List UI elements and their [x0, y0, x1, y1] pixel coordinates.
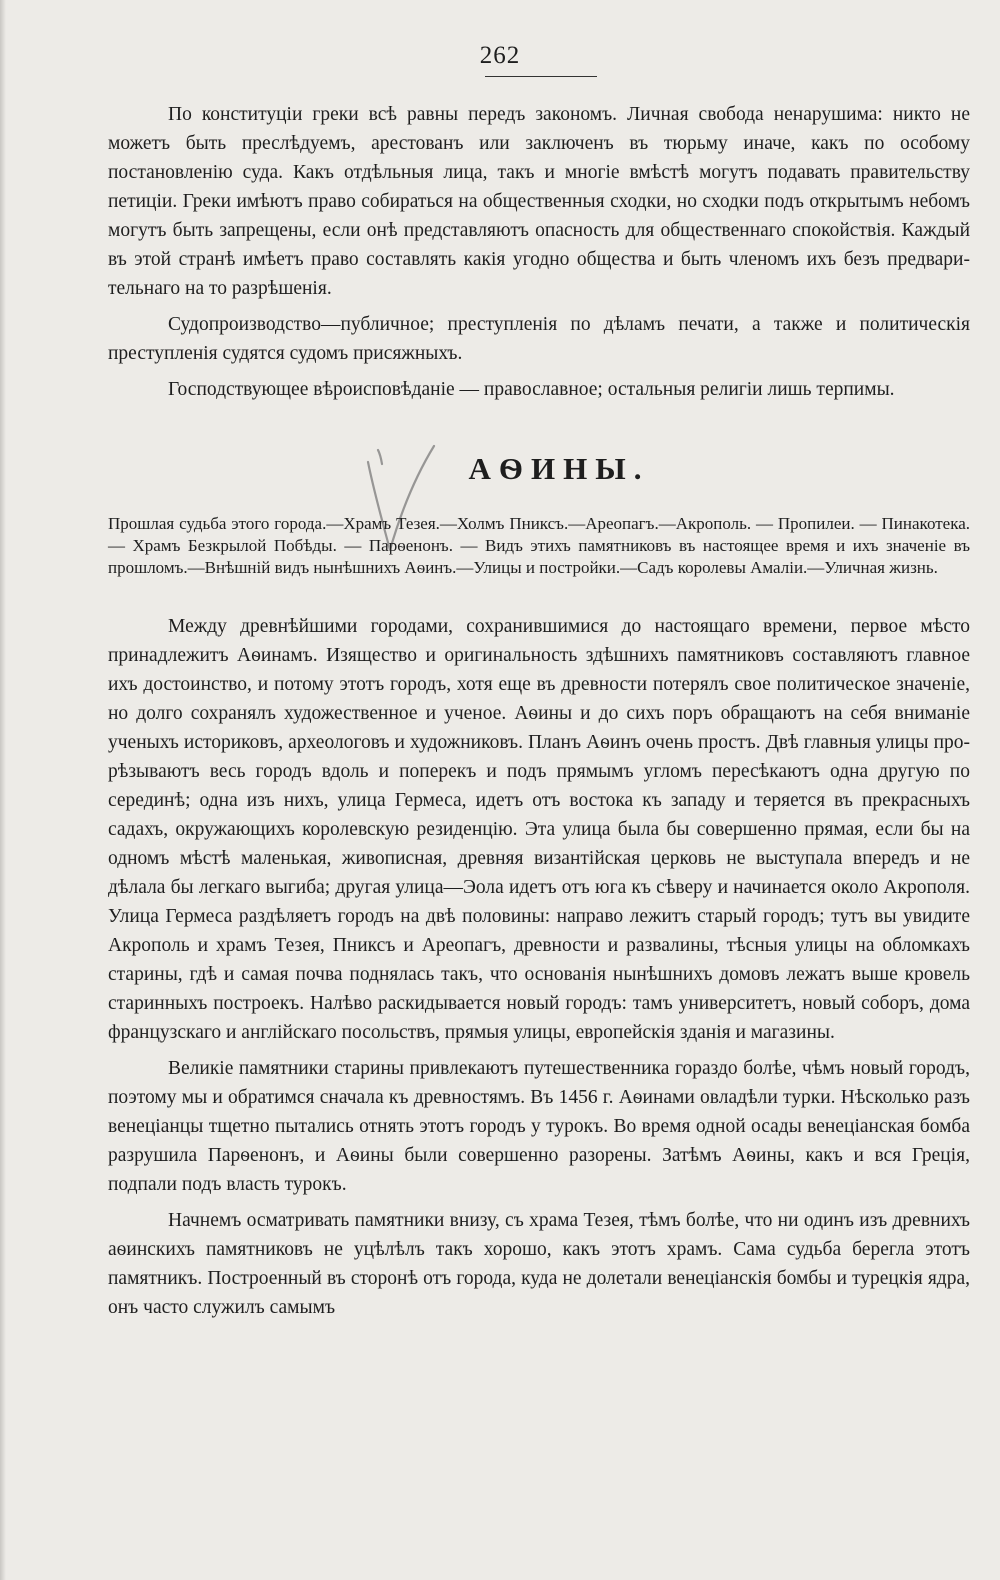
- page-header: [0, 40, 1000, 72]
- page-number-underline: [485, 76, 597, 77]
- section-heading: [108, 449, 970, 489]
- section-paragraph-temple: Начнемъ осматривать памятники внизу, съ храма Тезея, тѣмъ болѣе, что ни одинъ изъ древнихъ аѳинскихъ памятниковъ не уцѣлѣлъ такъ хорошо, какъ этотъ храмъ. Сама судьба берегла этотъ памятникъ. Построенный въ сторонѣ отъ города, куда не долетали венеціанскія бомбы и турецкія ядра, онъ часто служилъ самымъ: [108, 1210, 970, 1318]
- section-paragraph-history: Великіе памятники старины привлекаютъ путешественника гораздо болѣе, чѣмъ новый городъ, поэтому мы и обратимся сначала къ древностямъ. Въ 1456 г. Аѳинами овладѣли турки. Нѣсколько разъ венеціанцы тщетно пытались отнять этотъ городъ у турокъ. Во время одной осады венеціанская бомба разрушила Парѳенонъ, и Аѳины были совершенно разорены. Затѣмъ Аѳины, какъ и вся Греція, подпали подъ власть турокъ.: [108, 1058, 970, 1195]
- section-paragraph-city-plan: Между древнѣйшими городами, сохранившимися до настоящаго времени, первое мѣсто принадлежитъ Аѳинамъ. Изящество и оригинальность здѣшнихъ памятниковъ составляютъ главное ихъ достоинство, и потому этотъ городъ, хотя еще въ древности потерялъ свое политическое значеніе, но долго сохранялъ художественное и ученое. Аѳины и до сихъ поръ обращаютъ на себя вниманіе ученыхъ историковъ, археологовъ и художниковъ. Планъ Аѳинъ очень простъ. Двѣ главныя улицы прорѣзываютъ весь городъ вдоль и поперекъ и подъ прямымъ угломъ пересѣкаютъ одна другую по серединѣ; одна изъ нихъ, улица Гермеса, идетъ отъ востока къ западу и теряется въ прекрасныхъ садахъ, окружающихъ королевскую резиденцію. Эта улица была бы совершенно прямая, если бы на одномъ мѣстѣ маленькая, живописная, древняя византійская церковь не выступала впередъ и не дѣлала бы легкаго выгиба; другая улица—Эола идетъ отъ юга къ сѣверу и начинается около Акрополя. Улица Гермеса раздѣляетъ городъ на двѣ половины: направо лежитъ старый городъ; тутъ вы увидите Акрополь и храмъ Тезея, Пниксъ и Ареопагъ, древности и развалины, тѣсныя улицы на обломкахъ старины, гдѣ и самая почва поднялась такъ, что основанія нынѣшнихъ домовъ лежатъ выше кровель старинныхъ построекъ. Налѣво раскидывается новый городъ: тамъ университетъ, новый соборъ, дома французскаго и англійскаго посольствъ, прямыя улицы, европейскія зданія и магазины.: [108, 616, 970, 1043]
- section-title: АѲИНЫ.: [468, 451, 650, 486]
- intro-paragraph-religion: Господствующее вѣроисповѣданіе — православное; остальныя религіи лишь терпимы.: [168, 379, 895, 400]
- section-summary: Прошлая судьба этого города.—Храмъ Тезея.—Холмъ Пниксъ.—Ареопагъ.—Акрополь. — Пропилеи. — Пинакотека. — Храмъ Безкрылой Побѣды. — Парѳенонъ. — Видъ этихъ памятниковъ въ настоящее время и ихъ значеніе въ прошломъ.—Внѣшній видъ нынѣшнихъ Аѳинъ.—Улицы и постройки.—Садъ королевы Амаліи.—Уличная жизнь.: [108, 514, 970, 577]
- page-content: [108, 100, 970, 1322]
- page-number: 262: [479, 42, 521, 69]
- intro-paragraph-judiciary: Судопроизводство—публичное; преступленія по дѣламъ печати, а также и политическія преступленія судятся судомъ присяжныхъ.: [108, 314, 970, 364]
- page-gutter-shadow: [0, 0, 6, 1580]
- intro-paragraph-constitution: По конституціи греки всѣ равны передъ закономъ. Личная свобода ненарушима: никто не можетъ быть преслѣдуемъ, арестованъ или заключенъ въ тюрьму иначе, какъ по особому постановленію суда. Какъ отдѣльныя лица, такъ и многіе вмѣстѣ могутъ подавать правительству петиціи. Греки имѣютъ право собираться на общественныя сходки, но сходки подъ открытымъ небомъ могутъ быть запрещены, если онѣ представляютъ опасность для общественнаго спокойствія. Каждый въ этой странѣ имѣетъ право составлять какія угодно общества и быть членомъ ихъ безъ предварительнаго на то разрѣшенія.: [108, 104, 970, 299]
